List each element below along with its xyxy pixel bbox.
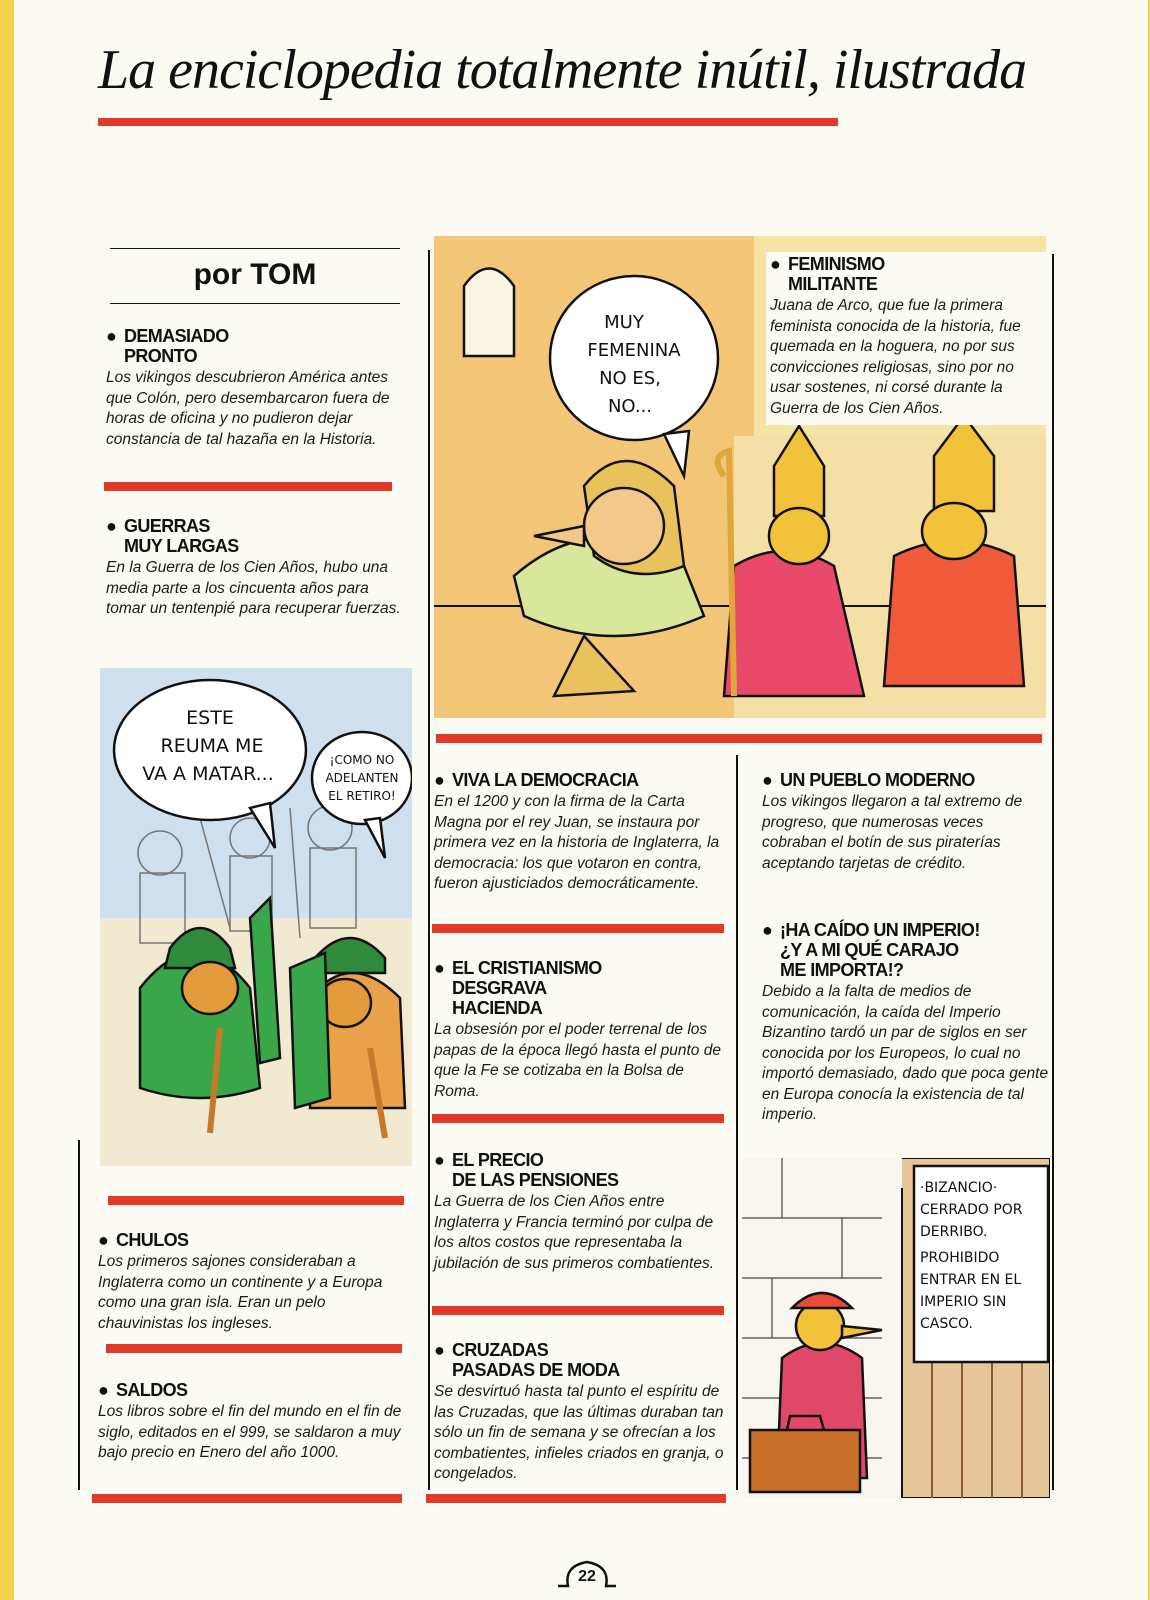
section-divider bbox=[432, 924, 724, 933]
article-body: Juana de Arco, que fue la primera feminista conocida de la historia, fue quemada en la hoguera, no por sus convicciones religiosas, sino por no usar sostenes, ni corsé durante la Guerra de los Cien Años. bbox=[770, 297, 1021, 417]
sign-text: CASCO. bbox=[920, 1316, 973, 1332]
bubble-text: VA A MATAR... bbox=[142, 763, 274, 785]
byline: por TOM bbox=[193, 258, 317, 291]
byzantium-illustration bbox=[742, 1158, 1050, 1498]
article-title-line2: DE LAS PENSIONES bbox=[452, 1170, 619, 1190]
article-body: Los primeros sajones consideraban a Inglaterra como un continente y a Europa como una gran isla. Eran un pelo chauvinistas los ingleses. bbox=[98, 1253, 383, 1332]
bubble-text: FEMENINA bbox=[587, 340, 681, 361]
article-cristianismo bbox=[434, 958, 730, 1102]
section-divider bbox=[108, 1196, 404, 1205]
article-title: GUERRAS bbox=[124, 516, 210, 536]
bubble-text: ¡COMO NO bbox=[329, 753, 395, 767]
article-title: EL PRECIO bbox=[452, 1150, 544, 1170]
article-title: UN PUEBLO MODERNO bbox=[780, 770, 975, 790]
article-body: Los vikingos descubrieron América antes que Colón, pero desembarcaron fuera de horas de oficina y no pudieron dejar constancia de tal hazaña en la Historia. bbox=[106, 369, 390, 448]
article-body: Debido a la falta de medios de comunicación, la caída del Imperio Bizantino tardó un par de siglos en ser conocida por los Europeos, lo cual no importó demasiado, dado que poca gente en Europa conocía la existencia de tal imperio. bbox=[762, 983, 1049, 1123]
sign-text: CERRADO POR bbox=[920, 1202, 1023, 1218]
section-divider bbox=[106, 1344, 402, 1353]
article-saldos bbox=[98, 1380, 406, 1464]
article-title-line3: ME IMPORTA!? bbox=[780, 960, 904, 980]
article-precio-pensiones bbox=[434, 1150, 730, 1274]
article-feminismo-militante bbox=[766, 252, 1052, 425]
article-title-line2: MILITANTE bbox=[788, 274, 878, 294]
bullet-icon: ● bbox=[762, 920, 773, 940]
bubble-text: NO... bbox=[607, 396, 653, 417]
article-body: Los vikingos llegaron a tal extremo de progreso, que numerosas veces cobraban el botín de sus piraterías aceptando tarjetas de crédito. bbox=[762, 793, 1023, 872]
bullet-icon: ● bbox=[106, 326, 117, 346]
article-title: SALDOS bbox=[116, 1380, 188, 1400]
article-demasiado-pronto bbox=[106, 326, 402, 450]
column-divider-edge bbox=[1052, 254, 1054, 1490]
page-title: La enciclopedia totalmente inútil, ilustrada bbox=[98, 39, 1027, 101]
article-body: En la Guerra de los Cien Años, hubo una media parte a los cincuenta años para tomar un tentenpié para recuperar fuerzas. bbox=[106, 559, 401, 617]
bullet-icon: ● bbox=[98, 1230, 109, 1250]
article-title: EL CRISTIANISMO bbox=[452, 958, 602, 978]
article-body: La Guerra de los Cien Años entre Inglaterra y Francia terminó por culpa de los altos costos que representaba la jubilación de sus primeros combatientes. bbox=[434, 1193, 714, 1272]
bullet-icon: ● bbox=[98, 1380, 109, 1400]
article-body: La obsesión por el poder terrenal de los papas de la época llegó hasta el punto de que la Fe se cotizaba en la Bolsa de Roma. bbox=[434, 1021, 721, 1100]
sign-text: PROHIBIDO bbox=[920, 1250, 1000, 1266]
column-divider-left bbox=[428, 250, 430, 1490]
bubble-text: EL RETIRO! bbox=[328, 789, 396, 803]
article-viva-la-democracia bbox=[434, 770, 730, 895]
article-title-line2: MUY LARGAS bbox=[124, 536, 239, 556]
article-chulos bbox=[98, 1230, 406, 1334]
title-underline bbox=[98, 118, 838, 126]
sign-text: IMPERIO SIN bbox=[920, 1294, 1007, 1310]
sign-text: ENTRAR EN EL bbox=[920, 1272, 1022, 1288]
page-number: 22 bbox=[578, 1568, 596, 1585]
bubble-text: ADELANTEN bbox=[325, 771, 399, 785]
section-divider bbox=[104, 482, 392, 491]
byline-rule-bottom bbox=[110, 303, 400, 304]
bullet-icon: ● bbox=[434, 1340, 445, 1360]
article-title-line3: HACIENDA bbox=[452, 998, 543, 1018]
bullet-icon: ● bbox=[434, 770, 445, 790]
article-title-line2: PASADAS DE MODA bbox=[452, 1360, 620, 1380]
magazine-page bbox=[14, 0, 1148, 1600]
bullet-icon: ● bbox=[434, 958, 445, 978]
bullet-icon: ● bbox=[762, 770, 773, 790]
sign-text: ·BIZANCIO· bbox=[920, 1180, 998, 1196]
article-imperio bbox=[762, 920, 1052, 1126]
article-body: Los libros sobre el fin del mundo en el fin de siglo, editados en el 999, se saldaron a muy bajo precio en Enero del año 1000. bbox=[98, 1403, 402, 1461]
article-title: VIVA LA DEMOCRACIA bbox=[452, 770, 639, 790]
section-divider bbox=[432, 1114, 724, 1123]
bubble-text: MUY bbox=[604, 312, 644, 333]
article-title: CRUZADAS bbox=[452, 1340, 549, 1360]
bullet-icon: ● bbox=[106, 516, 117, 536]
article-title: DEMASIADO bbox=[124, 326, 229, 346]
article-title: FEMINISMO bbox=[788, 254, 885, 274]
article-body: Se desvirtuó hasta tal punto el espíritu de las Cruzadas, que las últimas duraban tan sólo un fin de semana y se ofrecían a los combatientes, infieles criados en granja, o congelados. bbox=[434, 1383, 724, 1482]
warriors-illustration bbox=[100, 668, 412, 1166]
article-title-line2: DESGRAVA bbox=[452, 978, 547, 998]
sign-text: DERRIBO. bbox=[920, 1224, 988, 1240]
comic-byzantium bbox=[742, 1158, 1050, 1498]
article-guerras-muy-largas bbox=[106, 516, 402, 620]
article-title-line2: ¿Y A MI QUÉ CARAJO bbox=[780, 940, 959, 960]
article-title: ¡HA CAÍDO UN IMPERIO! bbox=[780, 920, 980, 940]
comic-old-warriors bbox=[100, 668, 412, 1166]
article-title: CHULOS bbox=[116, 1230, 189, 1250]
section-divider bbox=[426, 1494, 726, 1503]
article-title-line2: PRONTO bbox=[124, 346, 198, 366]
bullet-icon: ● bbox=[770, 254, 781, 274]
section-divider bbox=[432, 1306, 724, 1315]
article-pueblo-moderno bbox=[762, 770, 1052, 874]
section-divider bbox=[436, 734, 1042, 743]
section-divider bbox=[92, 1494, 402, 1503]
column-divider-right bbox=[736, 755, 738, 1490]
column-divider-outer bbox=[78, 1140, 80, 1490]
bubble-text: REUMA ME bbox=[160, 735, 264, 757]
article-cruzadas bbox=[434, 1340, 730, 1485]
bullet-icon: ● bbox=[434, 1150, 445, 1170]
article-body: En el 1200 y con la firma de la Carta Magna por el rey Juan, se instaura por primera vez en la historia de Inglaterra, la democracia: los que votaron en contra, fueron ajusticiados democráticamente. bbox=[434, 793, 720, 892]
bubble-text: ESTE bbox=[186, 707, 234, 729]
bubble-text: NO ES, bbox=[599, 368, 661, 389]
byline-rule-top bbox=[110, 248, 400, 249]
